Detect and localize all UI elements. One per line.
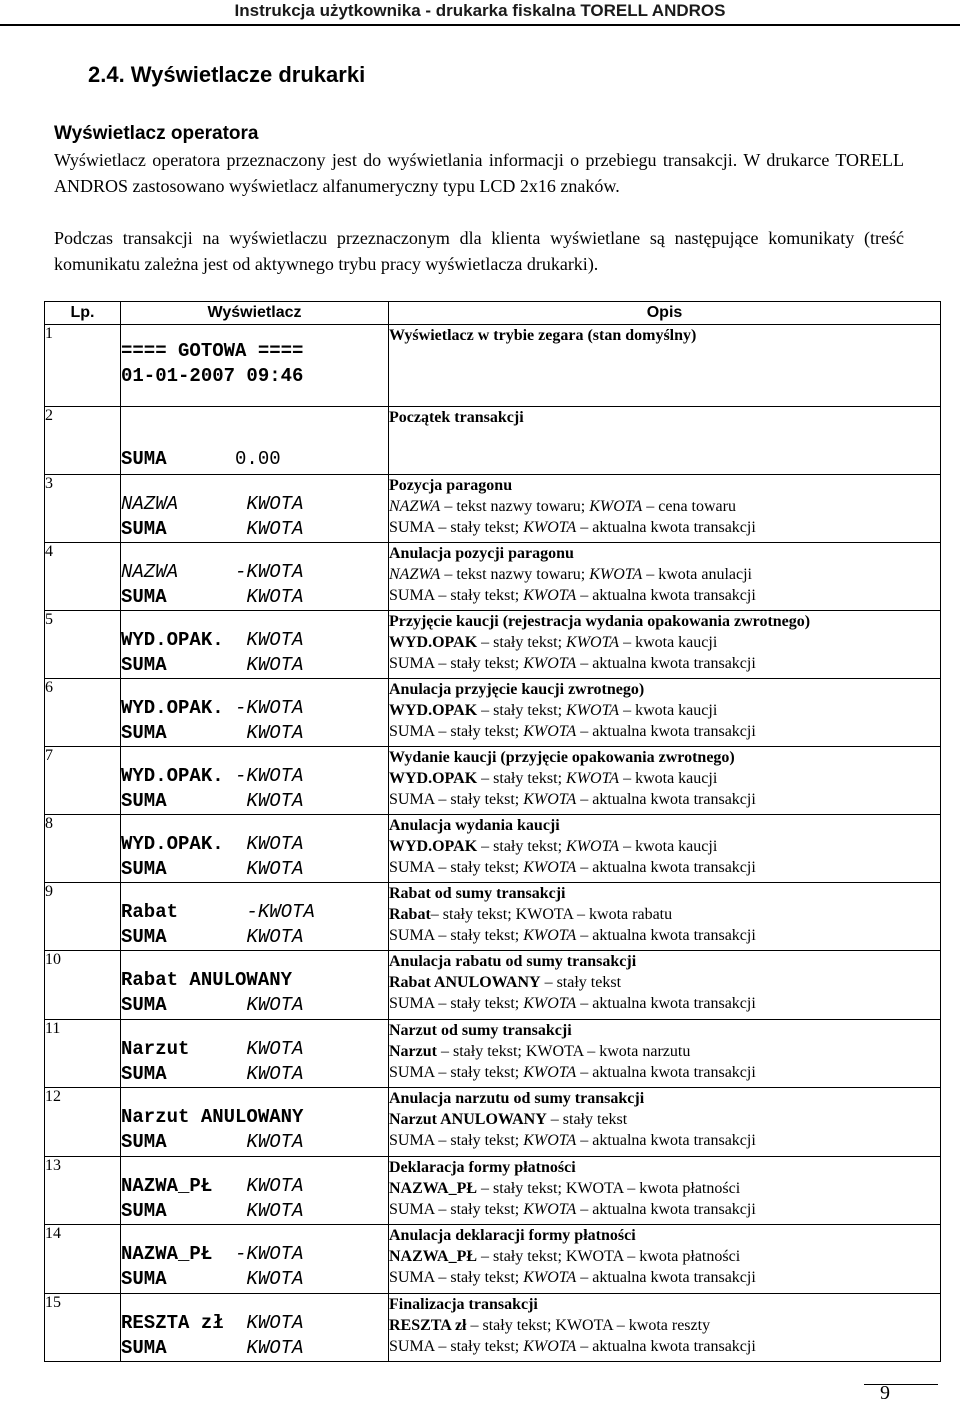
description-cell <box>389 611 941 679</box>
description-line-1-segment: WYD.OPAK <box>389 702 478 719</box>
display-line-1 <box>121 492 388 517</box>
description-line-1-segment: KWOTA <box>566 634 620 651</box>
table-row <box>45 1088 941 1157</box>
description-line-2-segment: SUMA <box>389 859 435 876</box>
description-line-1-segment: RESZTA zł <box>389 1317 467 1334</box>
description-line-1-segment: – stały tekst; KWOTA – kwota rabatu <box>430 906 673 923</box>
display-line-2-segment: SUMA <box>121 1337 167 1359</box>
table-row <box>45 883 941 951</box>
description-title: Wyświetlacz w trybie zegara (stan domyślny) <box>389 327 697 344</box>
display-line-1-segment: WYD.OPAK. <box>121 833 224 855</box>
description-line-1-segment: WYD.OPAK <box>389 770 478 787</box>
display-line-2-segment: SUMA <box>121 654 167 676</box>
description-line-1 <box>389 836 940 857</box>
description-line-2 <box>389 1267 940 1288</box>
display-line-2-segment: SUMA <box>121 586 167 608</box>
display-line-2-segment: KWOTA <box>166 586 304 608</box>
row-number: 4 <box>45 543 121 611</box>
display-preview <box>121 1157 389 1225</box>
display-line-2-segment: SUMA <box>121 1131 167 1153</box>
display-preview <box>121 325 389 407</box>
description-line-2-segment: KWOTA <box>523 1338 577 1355</box>
description-line-1-segment: NAZWA_PŁ <box>389 1248 478 1265</box>
row-number: 15 <box>45 1294 121 1362</box>
display-line-1 <box>121 968 388 993</box>
display-line-1-segment: -KWOTA <box>178 561 304 583</box>
table-row <box>45 543 941 611</box>
description-line-1-segment: KWOTA <box>566 770 620 787</box>
display-preview <box>121 815 389 883</box>
description-cell <box>389 951 941 1020</box>
display-preview <box>121 679 389 747</box>
row-number: 11 <box>45 1020 121 1088</box>
row-number: 13 <box>45 1157 121 1225</box>
display-line-2-segment: KWOTA <box>166 654 304 676</box>
display-line-2-segment: SUMA <box>121 858 167 880</box>
display-line-2 <box>121 721 388 746</box>
display-preview <box>121 1088 389 1157</box>
description-line-1-segment: – stały tekst; <box>477 770 567 787</box>
display-line-2 <box>121 993 388 1018</box>
description-line-2-segment: KWOTA <box>523 1201 577 1218</box>
table-row <box>45 747 941 815</box>
table-row <box>45 611 941 679</box>
display-line-2 <box>121 1199 388 1224</box>
description-line-2-segment: SUMA <box>389 995 435 1012</box>
description-line-1-segment: Rabat ANULOWANY <box>389 974 541 991</box>
row-number: 6 <box>45 679 121 747</box>
page-number-rule <box>864 1384 938 1385</box>
row-number: 1 <box>45 325 121 407</box>
description-line-2-segment: – aktualna kwota transakcji <box>576 1338 756 1355</box>
display-messages-table <box>44 301 941 1362</box>
description-line-1 <box>389 1109 940 1130</box>
description-line-1-segment: – kwota kaucji <box>619 838 718 855</box>
description-line-1 <box>389 632 940 653</box>
description-line-2 <box>389 1199 940 1220</box>
display-line-1-segment: NAZWA_PŁ <box>121 1175 213 1197</box>
description-line-2-segment: – stały tekst; <box>434 655 524 672</box>
row-number: 12 <box>45 1088 121 1157</box>
description-line-2 <box>389 1130 940 1151</box>
display-line-1-segment: NAZWA_PŁ <box>121 1243 213 1265</box>
description-cell <box>389 475 941 543</box>
display-line-2-segment: KWOTA <box>166 1131 304 1153</box>
display-line-1-segment: -KWOTA <box>223 765 304 787</box>
description-line-1-segment: – stały tekst; <box>477 838 567 855</box>
display-line-1-segment: -KWOTA <box>178 901 315 923</box>
display-line-1 <box>121 764 388 789</box>
display-line-1-segment: Narzut <box>121 1038 190 1060</box>
description-line-2-segment: – aktualna kwota transakcji <box>576 791 756 808</box>
description-line-2-segment: SUMA <box>389 1269 435 1286</box>
description-line-2 <box>389 653 940 674</box>
display-line-2-segment: KWOTA <box>166 1268 304 1290</box>
display-preview <box>121 883 389 951</box>
display-line-1-segment: -KWOTA <box>212 1243 304 1265</box>
description-line-2 <box>389 1062 940 1083</box>
description-cell <box>389 543 941 611</box>
description-line-2-segment: – stały tekst; <box>434 587 524 604</box>
description-line-1-segment: – stały tekst; <box>477 702 567 719</box>
header-opis: Opis <box>389 302 941 325</box>
display-line-1 <box>121 1037 388 1062</box>
description-cell <box>389 325 941 407</box>
description-cell <box>389 679 941 747</box>
description-line-1 <box>389 700 940 721</box>
display-line-1 <box>121 696 388 721</box>
display-line-2-segment: SUMA <box>121 722 167 744</box>
description-line-1-segment: – stały tekst <box>540 974 622 991</box>
description-title: Początek transakcji <box>389 409 524 426</box>
description-line-2 <box>389 721 940 742</box>
display-line-1 <box>121 900 388 925</box>
display-preview <box>121 1225 389 1294</box>
display-line-2-segment: SUMA <box>121 994 167 1016</box>
description-line-2-segment: SUMA <box>389 655 435 672</box>
table-row <box>45 475 941 543</box>
display-line-2 <box>121 364 388 389</box>
description-title: Anulacja deklaracji formy płatności <box>389 1227 636 1244</box>
display-line-1-segment: WYD.OPAK. <box>121 765 224 787</box>
row-number: 14 <box>45 1225 121 1294</box>
display-preview <box>121 543 389 611</box>
description-line-2-segment: SUMA <box>389 1132 435 1149</box>
table-row <box>45 679 941 747</box>
row-number: 3 <box>45 475 121 543</box>
description-line-2 <box>389 585 940 606</box>
description-line-2-segment: SUMA <box>389 927 435 944</box>
description-line-2-segment: KWOTA <box>523 1269 577 1286</box>
description-line-1-segment: KWOTA <box>589 566 643 583</box>
description-line-2-segment: KWOTA <box>523 1132 577 1149</box>
display-line-2-segment: 01-01-2007 09:46 <box>121 365 304 387</box>
description-line-2-segment: KWOTA <box>523 655 577 672</box>
description-line-1 <box>389 904 940 925</box>
display-line-2-segment: KWOTA <box>166 858 304 880</box>
description-line-2-segment: – stały tekst; <box>434 723 524 740</box>
display-line-2 <box>121 789 388 814</box>
description-line-2-segment: KWOTA <box>523 519 577 536</box>
description-cell <box>389 815 941 883</box>
description-line-2-segment: – stały tekst; <box>434 1064 524 1081</box>
description-line-1 <box>389 1315 940 1336</box>
display-line-2 <box>121 1062 388 1087</box>
description-cell <box>389 407 941 475</box>
description-line-2-segment: KWOTA <box>523 927 577 944</box>
description-line-1 <box>389 1246 940 1267</box>
page-number: 9 <box>880 1382 890 1404</box>
description-line-2 <box>389 857 940 878</box>
description-title: Anulacja rabatu od sumy transakcji <box>389 953 637 970</box>
description-line-2-segment: – aktualna kwota transakcji <box>576 1132 756 1149</box>
display-line-2-segment: SUMA <box>121 926 167 948</box>
display-line-2 <box>121 1267 388 1292</box>
intro-paragraph: Wyświetlacz operatora przeznaczony jest do wyświetlania informacji o przebiegu transakcji. W drukarce TORELL ANDROS zastosowano wyświetlacz alfanumeryczny typu LCD 2x16 znaków. <box>54 150 904 196</box>
description-line-1-segment: KWOTA <box>589 498 643 515</box>
description-cell <box>389 1225 941 1294</box>
description-line-2-segment: – stały tekst; <box>434 791 524 808</box>
table-header-row <box>45 302 941 325</box>
display-line-2-segment: SUMA <box>121 448 167 470</box>
display-line-1-segment: Rabat <box>121 901 179 923</box>
table-row <box>45 1157 941 1225</box>
description-line-1-segment: KWOTA <box>566 838 620 855</box>
description-line-2 <box>389 1336 940 1357</box>
display-line-1-segment: -KWOTA <box>223 697 304 719</box>
display-line-2 <box>121 857 388 882</box>
description-line-1-segment: WYD.OPAK <box>389 838 478 855</box>
description-title: Deklaracja formy płatności <box>389 1159 576 1176</box>
row-number: 9 <box>45 883 121 951</box>
table-row <box>45 407 941 475</box>
description-line-2-segment: SUMA <box>389 791 435 808</box>
description-cell <box>389 1020 941 1088</box>
description-title: Finalizacja transakcji <box>389 1296 538 1313</box>
display-line-2 <box>121 517 388 542</box>
transaction-paragraph: Podczas transakcji na wyświetlaczu przeznaczonym dla klienta wyświetlane są następujące komunikaty (treść komunikatu zależna jest od aktywnego trybu pracy wyświetlacza drukarki). <box>54 228 904 274</box>
description-title: Wydanie kaucji (przyjęcie opakowania zwrotnego) <box>389 749 735 766</box>
description-line-2-segment: SUMA <box>389 519 435 536</box>
description-line-2-segment: – stały tekst; <box>434 927 524 944</box>
display-preview <box>121 1020 389 1088</box>
table-row <box>45 1020 941 1088</box>
description-line-2-segment: – aktualna kwota transakcji <box>576 1201 756 1218</box>
description-title: Pozycja paragonu <box>389 477 513 494</box>
description-line-1-segment: – kwota kaucji <box>619 634 718 651</box>
display-line-1-segment: KWOTA <box>212 1175 304 1197</box>
display-line-2 <box>121 925 388 950</box>
description-line-1-segment: NAZWA <box>389 498 441 515</box>
display-line-1 <box>121 1105 388 1130</box>
description-line-2-segment: – aktualna kwota transakcji <box>576 519 756 536</box>
description-title: Rabat od sumy transakcji <box>389 885 566 902</box>
description-line-2-segment: – aktualna kwota transakcji <box>576 655 756 672</box>
description-line-1-segment: – stały tekst; <box>477 634 567 651</box>
display-line-2 <box>121 447 388 472</box>
description-cell <box>389 1157 941 1225</box>
description-line-2-segment: – stały tekst; <box>434 995 524 1012</box>
display-line-2-segment: SUMA <box>121 518 167 540</box>
display-preview <box>121 407 389 475</box>
table-row <box>45 1294 941 1362</box>
description-line-2-segment: KWOTA <box>523 723 577 740</box>
table-row <box>45 1225 941 1294</box>
table-row <box>45 815 941 883</box>
description-line-1 <box>389 496 940 517</box>
description-line-1-segment: – tekst nazwy towaru; <box>440 566 590 583</box>
display-line-2-segment: KWOTA <box>166 1063 304 1085</box>
description-line-2-segment: – aktualna kwota transakcji <box>576 927 756 944</box>
description-line-1-segment: – kwota kaucji <box>619 770 718 787</box>
description-cell <box>389 1294 941 1362</box>
description-line-2-segment: SUMA <box>389 1338 435 1355</box>
display-line-2 <box>121 585 388 610</box>
description-line-2-segment: – aktualna kwota transakcji <box>576 587 756 604</box>
display-preview <box>121 611 389 679</box>
display-line-2-segment: KWOTA <box>166 926 304 948</box>
display-line-1-segment: KWOTA <box>223 629 304 651</box>
description-line-2 <box>389 517 940 538</box>
display-line-1-segment: NAZWA <box>121 493 179 515</box>
display-line-2-segment: SUMA <box>121 1200 167 1222</box>
description-line-2-segment: KWOTA <box>523 1064 577 1081</box>
display-line-1 <box>121 1311 388 1336</box>
display-line-2 <box>121 1130 388 1155</box>
display-line-1-segment: Narzut ANULOWANY <box>121 1106 304 1128</box>
display-line-1-segment: WYD.OPAK. <box>121 629 224 651</box>
header-rule <box>0 24 960 26</box>
display-line-1 <box>121 832 388 857</box>
description-cell <box>389 747 941 815</box>
description-cell <box>389 883 941 951</box>
section-title: 2.4. Wyświetlacze drukarki <box>88 62 366 87</box>
row-number: 5 <box>45 611 121 679</box>
display-line-2-segment: KWOTA <box>166 722 304 744</box>
description-line-1 <box>389 768 940 789</box>
description-line-1-segment: – kwota kaucji <box>619 702 718 719</box>
description-line-1-segment: Narzut <box>389 1043 437 1060</box>
description-line-2 <box>389 925 940 946</box>
display-line-1-segment: KWOTA <box>178 493 304 515</box>
display-line-1-segment: KWOTA <box>223 833 304 855</box>
display-line-1 <box>121 339 388 364</box>
description-line-1 <box>389 1041 940 1062</box>
description-line-2-segment: KWOTA <box>523 859 577 876</box>
description-title: Przyjęcie kaucji (rejestracja wydania opakowania zwrotnego) <box>389 613 811 630</box>
description-line-1-segment: Rabat <box>389 906 431 923</box>
description-line-2 <box>389 789 940 810</box>
description-line-2-segment: – stały tekst; <box>434 1132 524 1149</box>
description-title: Anulacja wydania kaucji <box>389 817 560 834</box>
table-row <box>45 951 941 1020</box>
display-line-2-segment: KWOTA <box>166 790 304 812</box>
description-line-1 <box>389 564 940 585</box>
description-line-2-segment: SUMA <box>389 723 435 740</box>
row-number: 2 <box>45 407 121 475</box>
subtitle: Wyświetlacz operatora <box>54 123 259 144</box>
description-line-2-segment: – stały tekst; <box>434 1269 524 1286</box>
description-line-2-segment: KWOTA <box>523 995 577 1012</box>
description-cell <box>389 1088 941 1157</box>
display-line-1-segment: Rabat ANULOWANY <box>121 969 293 991</box>
display-line-1-segment: ==== GOTOWA ==== <box>121 340 304 362</box>
display-line-1-segment: NAZWA <box>121 561 179 583</box>
display-line-2-segment: KWOTA <box>166 1200 304 1222</box>
description-line-1-segment: WYD.OPAK <box>389 634 478 651</box>
description-line-2-segment: – aktualna kwota transakcji <box>576 1269 756 1286</box>
header-lp: Lp. <box>45 302 121 325</box>
display-line-2-segment: KWOTA <box>166 994 304 1016</box>
display-line-1 <box>121 1174 388 1199</box>
description-line-2-segment: – aktualna kwota transakcji <box>576 995 756 1012</box>
row-number: 8 <box>45 815 121 883</box>
display-line-1-segment: KWOTA <box>223 1312 304 1334</box>
description-line-2-segment: – aktualna kwota transakcji <box>576 1064 756 1081</box>
description-line-1-segment: NAZWA <box>389 566 441 583</box>
display-line-2 <box>121 1336 388 1361</box>
description-line-1-segment: – stały tekst; KWOTA – kwota narzutu <box>436 1043 691 1060</box>
description-line-2-segment: KWOTA <box>523 587 577 604</box>
header-display: Wyświetlacz <box>121 302 389 325</box>
display-line-2-segment: SUMA <box>121 1268 167 1290</box>
display-line-2-segment: SUMA <box>121 790 167 812</box>
display-preview <box>121 1294 389 1362</box>
display-preview <box>121 747 389 815</box>
description-title: Anulacja pozycji paragonu <box>389 545 574 562</box>
description-line-1-segment: – cena towaru <box>642 498 736 515</box>
description-line-1-segment: KWOTA <box>566 702 620 719</box>
display-line-2-segment: SUMA <box>121 1063 167 1085</box>
description-title: Anulacja narzutu od sumy transakcji <box>389 1090 645 1107</box>
description-line-2-segment: – stały tekst; <box>434 1338 524 1355</box>
display-preview <box>121 475 389 543</box>
display-line-2 <box>121 653 388 678</box>
display-line-1 <box>121 628 388 653</box>
description-line-2-segment: SUMA <box>389 587 435 604</box>
description-line-1-segment: NAZWA_PŁ <box>389 1180 478 1197</box>
row-number: 10 <box>45 951 121 1020</box>
display-line-1-segment: RESZTA zł <box>121 1312 224 1334</box>
document-header: Instrukcja użytkownika - drukarka fiskalna TORELL ANDROS <box>234 1 726 20</box>
description-line-2-segment: – stały tekst; <box>434 519 524 536</box>
description-line-2-segment: – stały tekst; <box>434 859 524 876</box>
display-line-1-segment: WYD.OPAK. <box>121 697 224 719</box>
row-number: 7 <box>45 747 121 815</box>
description-line-2-segment: – aktualna kwota transakcji <box>576 723 756 740</box>
description-line-2 <box>389 993 940 1014</box>
display-line-2-segment: KWOTA <box>166 1337 304 1359</box>
description-line-1-segment: – stały tekst; KWOTA – kwota płatności <box>477 1180 741 1197</box>
display-line-2-segment: 0.00 <box>166 448 281 470</box>
description-line-2-segment: – aktualna kwota transakcji <box>576 859 756 876</box>
description-line-2-segment: SUMA <box>389 1064 435 1081</box>
display-line-1 <box>121 1242 388 1267</box>
table-row <box>45 325 941 407</box>
description-line-2-segment: – stały tekst; <box>434 1201 524 1218</box>
display-preview <box>121 951 389 1020</box>
description-line-1-segment: Narzut ANULOWANY <box>389 1111 547 1128</box>
display-line-1 <box>121 560 388 585</box>
display-line-2-segment: KWOTA <box>166 518 304 540</box>
description-line-1-segment: – stały tekst; KWOTA – kwota płatności <box>477 1248 741 1265</box>
description-line-1-segment: – stały tekst; KWOTA – kwota reszty <box>466 1317 711 1334</box>
description-line-1-segment: – stały tekst <box>546 1111 628 1128</box>
description-title: Anulacja przyjęcie kaucji zwrotnego) <box>389 681 645 698</box>
description-line-1 <box>389 972 940 993</box>
description-line-1-segment: – tekst nazwy towaru; <box>440 498 590 515</box>
description-line-2-segment: KWOTA <box>523 791 577 808</box>
description-line-1-segment: – kwota anulacji <box>642 566 752 583</box>
description-line-1 <box>389 1178 940 1199</box>
description-line-2-segment: SUMA <box>389 1201 435 1218</box>
description-title: Narzut od sumy transakcji <box>389 1022 572 1039</box>
display-line-1-segment: KWOTA <box>189 1038 304 1060</box>
